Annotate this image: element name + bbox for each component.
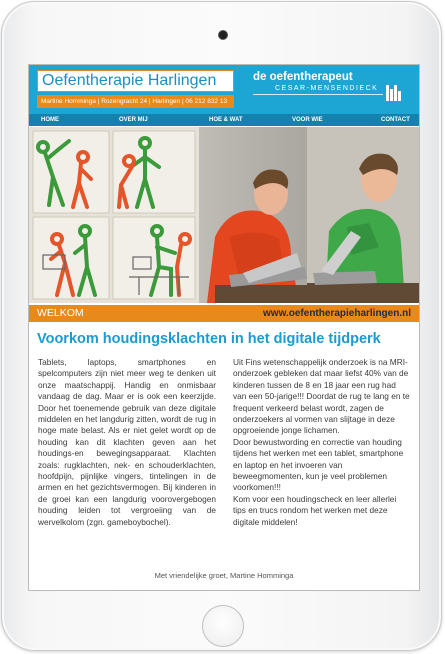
tablet-screen bbox=[29, 65, 419, 590]
nav-item-over-mij[interactable]: OVER MIJ bbox=[119, 117, 148, 123]
right-paragraph-3: Kom voor een houdingscheck en leer allerlei tips en trucs rondom het werken met deze digitale middelen! bbox=[233, 493, 397, 527]
posture-illustrations-image bbox=[29, 127, 199, 303]
site-logo[interactable]: Oefentherapie Harlingen bbox=[37, 70, 234, 92]
upright-man-photo bbox=[307, 127, 419, 303]
signoff-text: Met vriendelijke groet, Martine Homminga bbox=[154, 571, 294, 580]
nav-item-hoe-en-wat[interactable]: HOE & WAT bbox=[209, 117, 243, 123]
right-paragraph-1: Uit Fins wetenschappelijk onderzoek is na MRI-onderzoek gebleken dat maar liefst 40% van de kinderen tussen de 8 en 18 jaar een rug had van een 50-jarige!!! Doordat de rug te lang en te frequent verkeerd belast wordt, zagen de onderzoekers al vormen van slijtage in deze opgroeiende jonge lichamen. bbox=[233, 357, 410, 436]
nav-item-home[interactable]: HOME bbox=[41, 117, 59, 123]
home-button[interactable] bbox=[202, 605, 244, 647]
left-paragraph: Tablets, laptops, smartphones en spelcomputers zijn niet meer weg te denken uit onze maatschappij. Handig en onmisbaar vandaag de dag. Maar er is ook een keerzijde. Door het toenemende gebruik van deze digitale middelen en het langdurig zitten, wordt de rug in hoge mate belast. Als er niet gelet wordt op de houding kan dit klachten geven aan het houdings-en bewegingsapparaat. Klachten zoals: rugklachten, nek- en schouderklachten, hoofdpijn, pijnlijke vingers, tintelingen in de armen en het gezichtsvermogen. Bij kinderen in de groei kan een langdurig voorovergebogen houding leiden tot vergroeiing van de wervelkolom (zgn. gameboybochel). bbox=[38, 357, 216, 527]
brand-logo-icon bbox=[386, 85, 404, 101]
article-right-column bbox=[233, 357, 411, 528]
welcome-title: WELKOM bbox=[37, 307, 84, 319]
nav-item-contact[interactable]: CONTACT bbox=[381, 117, 410, 123]
brand-title: de oefentherapeut bbox=[253, 71, 353, 83]
front-camera bbox=[219, 31, 227, 39]
article-headline: Voorkom houdingsklachten in het digitale tijdperk bbox=[37, 331, 381, 347]
brand-divider bbox=[253, 94, 383, 95]
slouching-man-photo bbox=[199, 127, 307, 303]
article-left-column bbox=[38, 357, 216, 528]
nav-item-voor-wie[interactable]: VOOR WIE bbox=[292, 117, 323, 123]
hero-banner bbox=[29, 127, 419, 303]
right-paragraph-2: Door bewustwording en correctie van houding tijdens het werken met een tablet, smartphone en laptop en het invoeren van beweegmomenten, kun je veel problemen voorkomen!!! bbox=[233, 436, 404, 493]
brand-subtitle: CESAR-MENSENDIECK bbox=[275, 85, 379, 92]
website-url-link[interactable]: www.oefentherapieharlingen.nl bbox=[263, 308, 411, 319]
welcome-bar bbox=[29, 305, 419, 322]
contact-strip: Martine Homminga | Rozengracht 24 | Harlingen | 06 212 832 13 bbox=[37, 95, 234, 108]
tablet-frame bbox=[1, 1, 442, 651]
main-nav bbox=[29, 114, 419, 126]
site-header bbox=[29, 65, 419, 114]
